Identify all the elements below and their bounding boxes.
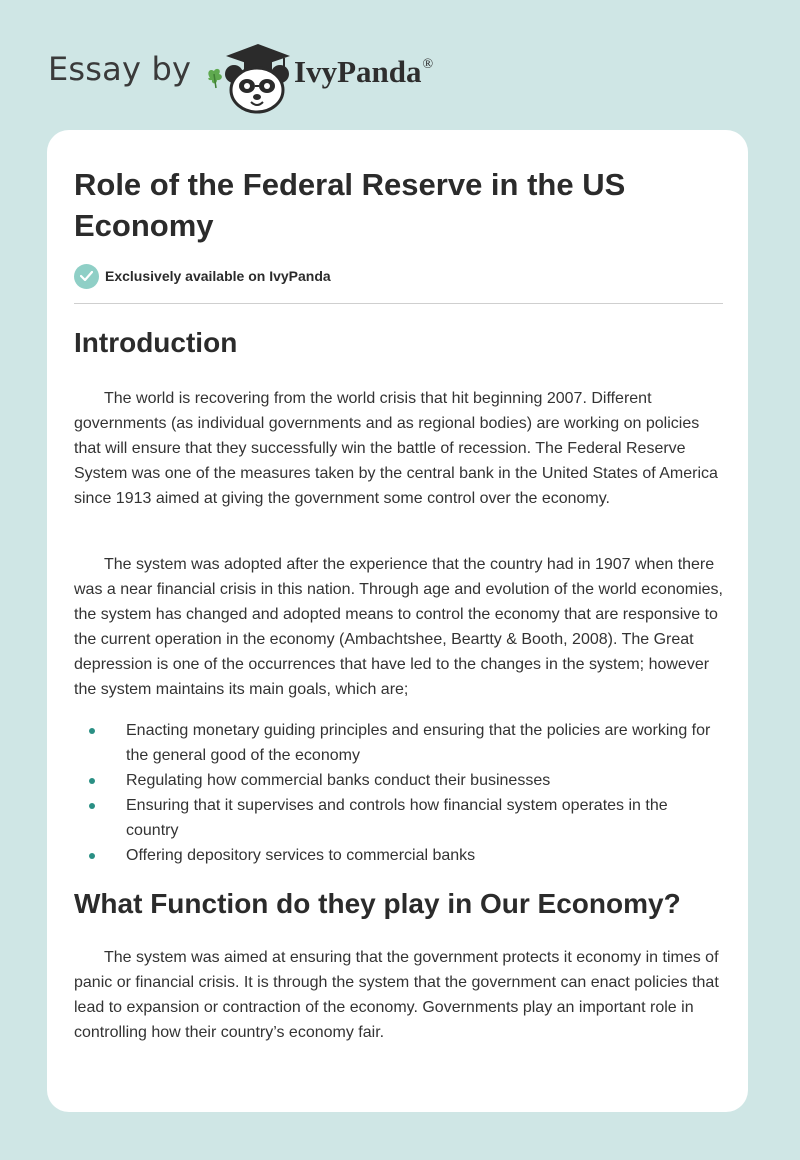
essay-by-label: Essay by <box>48 50 192 88</box>
exclusive-badge <box>74 263 331 289</box>
article-card <box>47 130 748 1112</box>
paragraph: The system was aimed at ensuring that the government protects it economy in times of panic or financial crisis. It is through the system that the government can enact policies that lead to expansion or contraction of the economy. Governments play an important role in controlling how their country’s economy fair. <box>74 949 719 1041</box>
checkmark-icon <box>74 264 99 289</box>
goals-list <box>74 718 723 868</box>
section-heading-function: What Function do they play in Our Economy? <box>74 888 681 919</box>
list-item: Regulating how commercial banks conduct their businesses <box>74 768 723 793</box>
registered-mark: ® <box>422 57 434 72</box>
article-title: Role of the Federal Reserve in the US Economy <box>74 167 626 243</box>
panda-graduate-logo-icon[interactable] <box>200 34 296 114</box>
divider <box>74 303 723 304</box>
list-item: Enacting monetary guiding principles and ensuring that the policies are working for the general good of the economy <box>74 718 723 768</box>
exclusive-badge-label: Exclusively available on IvyPanda <box>105 268 331 284</box>
brand-name[interactable]: IvyPanda® <box>294 54 434 89</box>
list-item: Ensuring that it supervises and controls how financial system operates in the country <box>74 793 723 843</box>
list-item: Offering depository services to commercial banks <box>74 843 723 868</box>
section-heading-introduction: Introduction <box>74 327 238 358</box>
paragraph: The system was adopted after the experience that the country had in 1907 when there was a near financial crisis in this nation. Through age and evolution of the world economies, the system has changed and adopted means to control the economy that are responsive to the current operation in the economy (Ambachtshee, Beartty & Booth, 2008). The Great depression is one of the occurrences that have led to the changes in the system; however the system maintains its main goals, which are; <box>74 556 723 698</box>
site-header <box>48 34 508 114</box>
paragraph: The world is recovering from the world crisis that hit beginning 2007. Different governments (as individual governments and as regional bodies) are working on policies that will ensure that they successfully win the battle of recession. The Federal Reserve System was one of the measures taken by the central bank in the United States of America since 1913 aimed at giving the government some control over the economy. <box>74 390 718 507</box>
